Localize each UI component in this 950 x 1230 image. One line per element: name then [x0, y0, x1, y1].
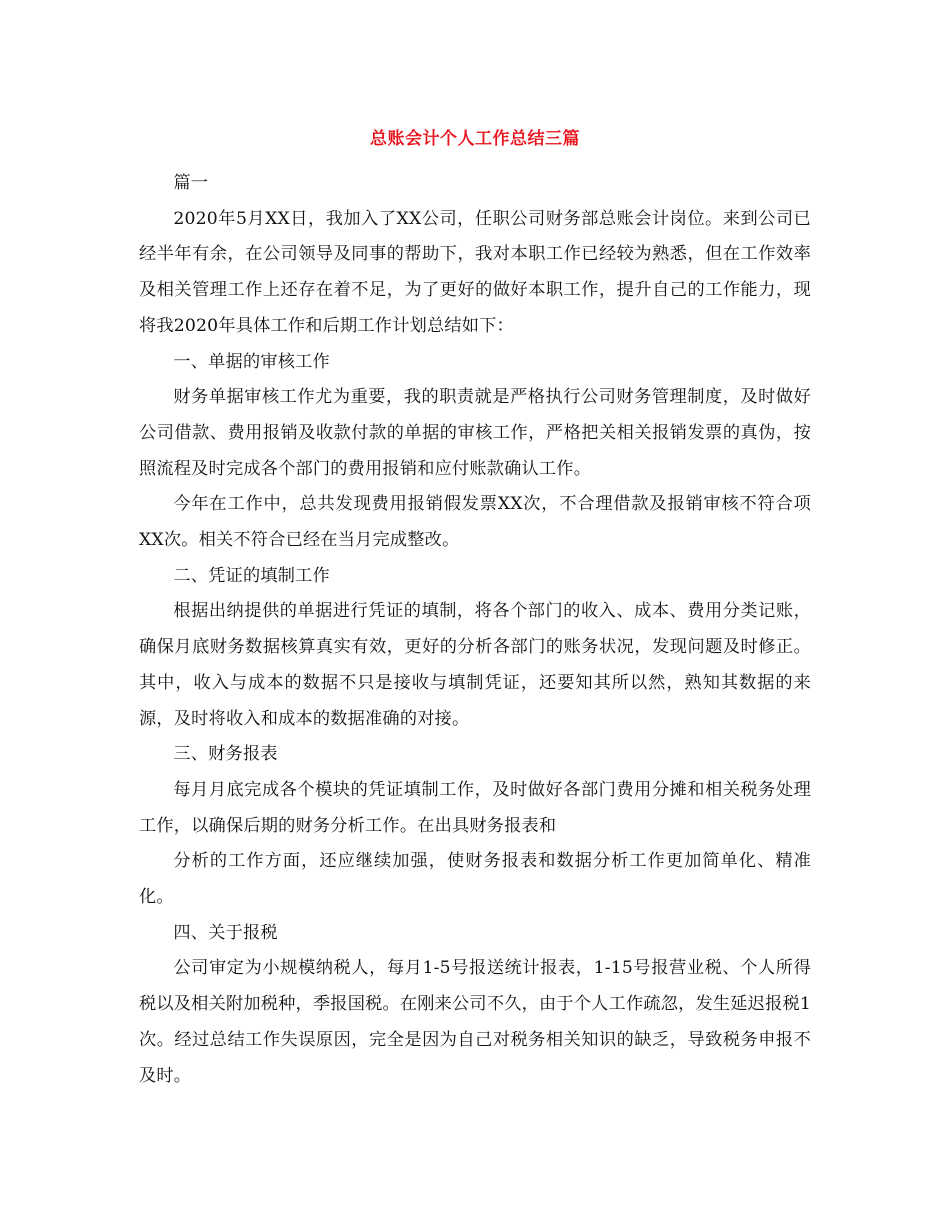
body-paragraph: 每月月底完成各个模块的凭证填制工作，及时做好各部门费用分摊和相关税务处理工作，以确保后期的财务分析工作。在出具财务报表和 — [139, 779, 811, 836]
section-heading: 四、关于报税 — [173, 922, 278, 943]
body-paragraph: 财务单据审核工作尤为重要，我的职责就是严格执行公司财务管理制度，及时做好公司借款、费用报销及收款付款的单据的审核工作，严格把关相关报销发票的真伪，按照流程及时完成各个部门的费用报销和应付账款确认工作。 — [139, 387, 811, 479]
section-heading: 三、财务报表 — [173, 744, 278, 765]
section-label: 篇一 — [173, 173, 209, 193]
section-heading: 二、凭证的填制工作 — [173, 565, 330, 586]
body-paragraph: 根据出纳提供的单据进行凭证的填制，将各个部门的收入、成本、费用分类记账，确保月底财务数据核算真实有效，更好的分析各部门的账务状况，发现问题及时修正。其中，收入与成本的数据不只是接收与填制凭证，还要知其所以然，熟知其数据的来源，及时将收入和成本的数据准确的对接。 — [139, 601, 811, 729]
document-title: 总账会计个人工作总结三篇 — [370, 129, 580, 149]
body-paragraph: 2020年5月XX日，我加入了XX公司，任职公司财务部总账会计岗位。来到公司已经半年有余，在公司领导及同事的帮助下，我对本职工作已经较为熟悉，但在工作效率及相关管理工作上还存在着不足，为了更好的做好本职工作，提升自己的工作能力，现将我2020年具体工作和后期工作计划总结如下： — [139, 208, 811, 336]
section-heading: 一、单据的审核工作 — [173, 351, 330, 372]
body-paragraph: 今年在工作中，总共发现费用报销假发票XX次，不合理借款及报销审核不符合项XX次。相关不符合已经在当月完成整改。 — [139, 494, 811, 551]
body-paragraph: 公司审定为小规模纳税人，每月1-5号报送统计报表，1-15号报营业税、个人所得税以及相关附加税种，季报国税。在刚来公司不久，由于个人工作疏忽，发生延迟报税1次。经过总结工作失误原因，完全是因为自己对税务相关知识的缺乏，导致税务申报不及时。 — [139, 958, 811, 1086]
document-body — [139, 166, 811, 1094]
body-paragraph: 分析的工作方面，还应继续加强，使财务报表和数据分析工作更加简单化、精准化。 — [139, 851, 811, 908]
